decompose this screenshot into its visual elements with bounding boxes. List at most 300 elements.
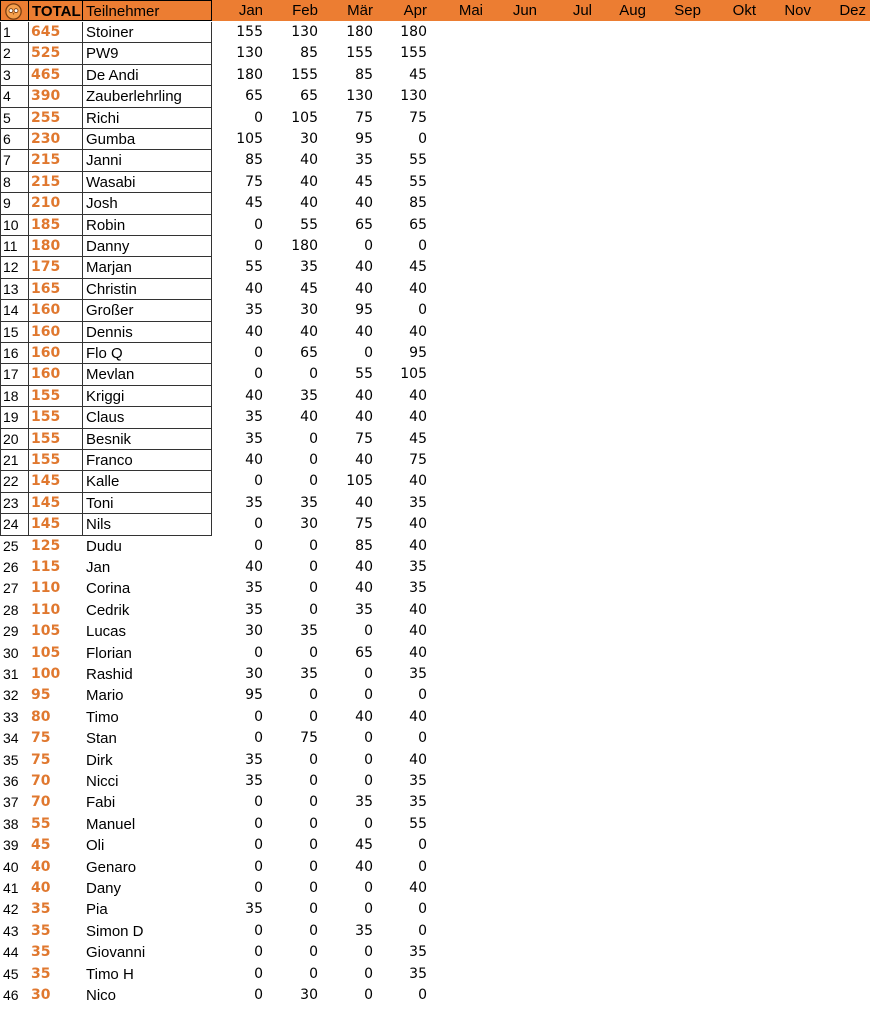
participant-name: Fabi [86,794,116,812]
table-row [0,193,870,214]
participant-name: Oli [86,837,105,855]
month-value-apr: 55 [409,815,427,832]
month-value-apr: 40 [409,280,427,297]
month-value-jan: 35 [245,773,263,789]
month-value-jan: 0 [254,345,263,361]
month-value-mar: 40 [355,280,373,297]
month-value-feb: 0 [309,880,318,896]
month-value-jan: 30 [245,666,263,682]
month-value-jan: 0 [254,708,263,725]
rank-cell: 8 [3,173,11,190]
month-value-mar: 95 [355,131,373,147]
table-row [0,985,870,1006]
month-value-jan: 40 [245,323,263,340]
total-cell: 145 [31,516,61,533]
month-value-feb: 85 [300,45,318,62]
month-value-apr: 35 [409,965,427,982]
month-value-mar: 35 [355,922,373,939]
month-value-feb: 35 [300,494,318,511]
month-value-mar: 40 [355,858,373,875]
month-value-apr: 40 [409,601,427,618]
month-value-jan: 35 [245,494,263,511]
participant-name: Zauberlehrling [86,88,182,106]
total-cell: 525 [31,45,61,62]
participant-name: Stoiner [86,24,134,41]
month-value-apr: 40 [409,751,427,768]
month-value-feb: 0 [309,901,318,918]
total-cell: 645 [31,24,61,40]
rank-cell: 29 [3,623,19,640]
total-cell: 40 [31,858,51,875]
month-value-feb: 40 [300,409,318,426]
rank-cell: 43 [3,922,19,939]
month-value-apr: 35 [409,559,427,575]
month-value-feb: 0 [309,794,318,811]
month-value-apr: 35 [409,580,427,597]
month-value-mar: 65 [355,644,373,661]
table-row [0,429,870,450]
rank-cell: 4 [3,88,11,105]
rank-cell: 32 [3,687,19,704]
participant-name: Danny [86,238,130,255]
month-value-jan: 0 [254,858,263,875]
total-cell: 390 [31,88,61,105]
rank-cell: 44 [3,944,19,961]
rank-cell: 26 [3,559,19,575]
month-header-3: Apr [403,2,427,19]
table-row [0,215,870,236]
table-row [0,536,870,557]
total-cell: 145 [31,473,61,490]
participant-name: Großer [86,302,134,320]
month-value-jan: 75 [245,173,263,190]
total-cell: 175 [31,259,61,276]
table-row [0,728,870,749]
table-row [0,172,870,193]
participant-name: Christin [86,280,137,298]
participant-name: Claus [86,409,125,427]
total-cell: 35 [31,965,51,982]
table-row [0,557,870,578]
table-row [0,322,870,343]
rank-cell: 16 [3,345,19,361]
month-value-apr: 40 [409,387,427,404]
table-row [0,942,870,963]
month-value-feb: 0 [309,858,318,875]
month-value-jan: 0 [254,730,263,747]
month-value-feb: 65 [300,88,318,105]
month-value-feb: 40 [300,323,318,340]
participant-name: Toni [86,494,114,512]
rank-cell: 2 [3,45,11,62]
month-value-jan: 65 [245,88,263,105]
month-value-apr: 35 [409,773,427,789]
table-row [0,685,870,706]
month-value-feb: 0 [309,366,318,383]
participant-name: Richi [86,109,120,127]
month-value-feb: 0 [309,687,318,704]
table-row [0,750,870,771]
month-value-jan: 30 [245,623,263,640]
table-row [0,857,870,878]
month-header-5: Jun [512,2,537,19]
total-header: TOTAL [32,3,81,20]
month-header-8: Sep [674,2,701,19]
month-value-mar: 35 [355,601,373,618]
table-row [0,257,870,278]
participant-name: Dennis [86,323,133,341]
month-value-apr: 65 [409,216,427,233]
month-value-jan: 35 [245,901,263,918]
month-value-jan: 105 [236,131,263,147]
total-cell: 165 [31,280,61,297]
participant-name: Dudu [86,537,122,555]
month-value-feb: 40 [300,152,318,169]
participant-name: Timo [86,708,119,726]
rank-cell: 45 [3,965,19,982]
participant-name: Josh [86,195,118,213]
month-value-apr: 155 [400,45,427,62]
month-value-jan: 0 [254,880,263,896]
name-header-cell [82,0,212,21]
total-cell: 70 [31,773,51,789]
rank-cell: 42 [3,901,19,918]
month-header-11: Dez [839,2,866,19]
month-value-jan: 0 [254,109,263,126]
month-value-feb: 30 [300,302,318,319]
participant-name: Rashid [86,666,133,683]
month-value-mar: 130 [346,88,373,105]
participant-name: Florian [86,644,132,662]
table-row [0,364,870,385]
month-value-feb: 0 [309,922,318,939]
rank-cell: 20 [3,430,19,447]
month-value-mar: 55 [355,366,373,383]
month-value-jan: 35 [245,302,263,319]
participant-name: Franco [86,452,133,469]
month-value-mar: 40 [355,409,373,426]
month-value-feb: 0 [309,601,318,618]
rank-cell: 19 [3,409,19,426]
participant-name: Pia [86,901,108,919]
month-value-mar: 0 [364,944,373,961]
table-row [0,899,870,920]
participant-name: Nils [86,516,111,534]
participant-name: Jan [86,559,111,576]
table-row [0,921,870,942]
month-value-mar: 180 [346,24,373,40]
month-value-feb: 180 [291,238,318,254]
rank-cell: 46 [3,987,19,1003]
table-row [0,86,870,107]
month-value-apr: 0 [418,837,427,854]
month-value-mar: 40 [355,195,373,212]
participant-name: Genaro [86,858,137,876]
month-value-mar: 0 [364,815,373,832]
rank-cell: 33 [3,708,19,725]
logo-cell [0,0,29,21]
participant-name: Wasabi [86,173,136,191]
month-value-jan: 40 [245,559,263,575]
month-value-apr: 40 [409,880,427,896]
table-row [0,493,870,514]
table-row [0,514,870,535]
month-value-apr: 35 [409,666,427,682]
rank-cell: 35 [3,751,19,768]
month-value-apr: 0 [418,131,427,147]
total-cell: 105 [31,644,61,661]
month-value-mar: 75 [355,109,373,126]
month-value-jan: 0 [254,794,263,811]
participant-name: Cedrik [86,601,130,619]
total-cell: 210 [31,195,61,212]
total-cell: 180 [31,238,61,254]
total-cell: 465 [31,66,61,83]
month-value-mar: 0 [364,751,373,768]
month-value-mar: 0 [364,730,373,747]
total-cell: 215 [31,152,61,169]
participant-name: Robin [86,216,126,234]
table-row [0,835,870,856]
total-cell: 30 [31,987,51,1003]
rank-cell: 30 [3,644,19,661]
month-value-apr: 45 [409,66,427,83]
total-cell: 70 [31,794,51,811]
month-value-jan: 85 [245,152,263,169]
total-cell: 160 [31,302,61,319]
rank-cell: 15 [3,323,19,340]
month-value-apr: 75 [409,109,427,126]
month-value-mar: 45 [355,837,373,854]
month-value-jan: 0 [254,837,263,854]
month-value-mar: 0 [364,238,373,254]
month-value-jan: 0 [254,473,263,490]
month-value-apr: 130 [400,88,427,105]
month-value-feb: 40 [300,195,318,212]
total-cell: 75 [31,751,51,768]
month-value-apr: 40 [409,644,427,661]
table-row [0,471,870,492]
month-value-jan: 0 [254,366,263,383]
month-value-apr: 75 [409,452,427,468]
rank-cell: 9 [3,195,11,212]
participant-name: De Andi [86,66,139,84]
month-value-apr: 55 [409,173,427,190]
month-value-jan: 95 [245,687,263,704]
month-value-mar: 40 [355,559,373,575]
month-value-mar: 75 [355,516,373,533]
month-value-apr: 45 [409,259,427,276]
month-value-feb: 0 [309,559,318,575]
table-row [0,600,870,621]
month-value-mar: 40 [355,323,373,340]
participant-name: Mevlan [86,366,135,384]
month-value-jan: 40 [245,280,263,297]
month-value-jan: 0 [254,238,263,254]
total-cell: 160 [31,323,61,340]
total-cell: 40 [31,880,51,896]
month-value-mar: 105 [346,473,373,490]
month-value-feb: 0 [309,473,318,490]
table-row [0,792,870,813]
rank-cell: 22 [3,473,19,490]
month-value-mar: 0 [364,901,373,918]
month-value-apr: 35 [409,494,427,511]
month-header-9: Okt [732,2,756,19]
month-value-mar: 85 [355,537,373,554]
month-value-apr: 0 [418,687,427,704]
rank-cell: 12 [3,259,19,276]
month-value-jan: 0 [254,987,263,1003]
total-cell: 185 [31,216,61,233]
total-cell: 255 [31,109,61,126]
month-value-jan: 35 [245,430,263,447]
month-value-apr: 35 [409,944,427,961]
month-value-mar: 0 [364,623,373,640]
rank-cell: 40 [3,858,19,875]
month-value-jan: 0 [254,216,263,233]
month-header-1: Feb [292,2,318,19]
total-cell: 95 [31,687,51,704]
total-cell: 80 [31,708,51,725]
month-value-jan: 0 [254,922,263,939]
month-value-feb: 55 [300,216,318,233]
month-value-mar: 0 [364,687,373,704]
month-value-apr: 0 [418,901,427,918]
month-value-feb: 0 [309,773,318,789]
month-value-mar: 40 [355,580,373,597]
month-header-4: Mai [458,2,483,19]
table-row [0,664,870,685]
month-value-apr: 95 [409,345,427,361]
month-value-feb: 0 [309,430,318,447]
month-value-jan: 0 [254,944,263,961]
total-cell: 160 [31,366,61,383]
table-row [0,707,870,728]
month-value-feb: 155 [291,66,318,83]
rank-cell: 5 [3,109,11,126]
table-row [0,300,870,321]
month-value-feb: 35 [300,623,318,640]
participant-name: Manuel [86,815,136,833]
month-value-jan: 35 [245,580,263,597]
month-value-apr: 0 [418,987,427,1003]
table-row [0,236,870,257]
table-row [0,150,870,171]
total-cell: 155 [31,387,61,404]
month-value-apr: 0 [418,302,427,319]
month-value-jan: 45 [245,195,263,212]
table-row [0,450,870,471]
month-value-apr: 40 [409,516,427,533]
total-cell: 110 [31,580,61,597]
participant-name: PW9 [86,45,119,63]
rank-cell: 10 [3,216,19,233]
month-value-jan: 130 [236,45,263,62]
total-cell: 35 [31,922,51,939]
month-value-mar: 0 [364,666,373,682]
month-value-mar: 35 [355,794,373,811]
participant-name: Flo Q [86,345,123,362]
rank-cell: 36 [3,773,19,789]
month-value-mar: 155 [346,45,373,62]
rank-cell: 25 [3,537,19,554]
month-header-0: Jan [238,2,263,19]
participant-name: Dirk [86,751,113,769]
month-value-jan: 155 [236,24,263,40]
month-value-apr: 40 [409,409,427,426]
month-value-jan: 35 [245,601,263,618]
month-value-mar: 40 [355,708,373,725]
month-value-apr: 45 [409,430,427,447]
month-value-feb: 30 [300,516,318,533]
total-cell: 105 [31,623,61,640]
participant-name: Kalle [86,473,120,491]
month-value-jan: 35 [245,409,263,426]
total-cell: 230 [31,131,61,147]
total-cell: 35 [31,944,51,961]
rank-cell: 1 [3,24,11,40]
total-cell: 160 [31,345,61,361]
participant-name: Lucas [86,623,127,641]
month-value-jan: 35 [245,751,263,768]
participant-name: Nicci [86,773,119,790]
total-header-cell [28,0,83,21]
month-value-feb: 0 [309,944,318,961]
month-value-feb: 0 [309,537,318,554]
month-header-6: Jul [572,2,592,19]
table-row [0,108,870,129]
month-value-apr: 0 [418,730,427,747]
month-value-mar: 35 [355,152,373,169]
total-cell: 115 [31,559,61,575]
month-value-apr: 0 [418,238,427,254]
month-value-feb: 0 [309,452,318,468]
month-value-feb: 0 [309,837,318,854]
rank-cell: 23 [3,494,19,511]
rank-cell: 17 [3,366,19,383]
month-value-feb: 0 [309,751,318,768]
total-cell: 55 [31,815,51,832]
total-cell: 215 [31,173,61,190]
month-value-mar: 0 [364,965,373,982]
month-value-feb: 0 [309,708,318,725]
month-value-feb: 40 [300,173,318,190]
table-row [0,964,870,985]
month-value-feb: 35 [300,387,318,404]
month-value-jan: 0 [254,965,263,982]
participant-name: Marjan [86,259,132,277]
total-cell: 110 [31,601,61,618]
rank-cell: 3 [3,66,11,83]
participant-name: Besnik [86,430,132,448]
month-value-apr: 40 [409,537,427,554]
month-value-mar: 40 [355,494,373,511]
month-value-feb: 0 [309,644,318,661]
month-value-apr: 55 [409,152,427,169]
total-cell: 155 [31,452,61,468]
month-value-apr: 0 [418,922,427,939]
participant-name: Nico [86,987,117,1004]
month-value-jan: 180 [236,66,263,83]
name-header: Teilnehmer [86,3,160,20]
month-value-mar: 85 [355,66,373,83]
month-value-mar: 0 [364,345,373,361]
month-value-apr: 40 [409,708,427,725]
participant-name: Gumba [86,131,136,148]
rank-cell: 21 [3,452,19,468]
month-value-feb: 0 [309,815,318,832]
